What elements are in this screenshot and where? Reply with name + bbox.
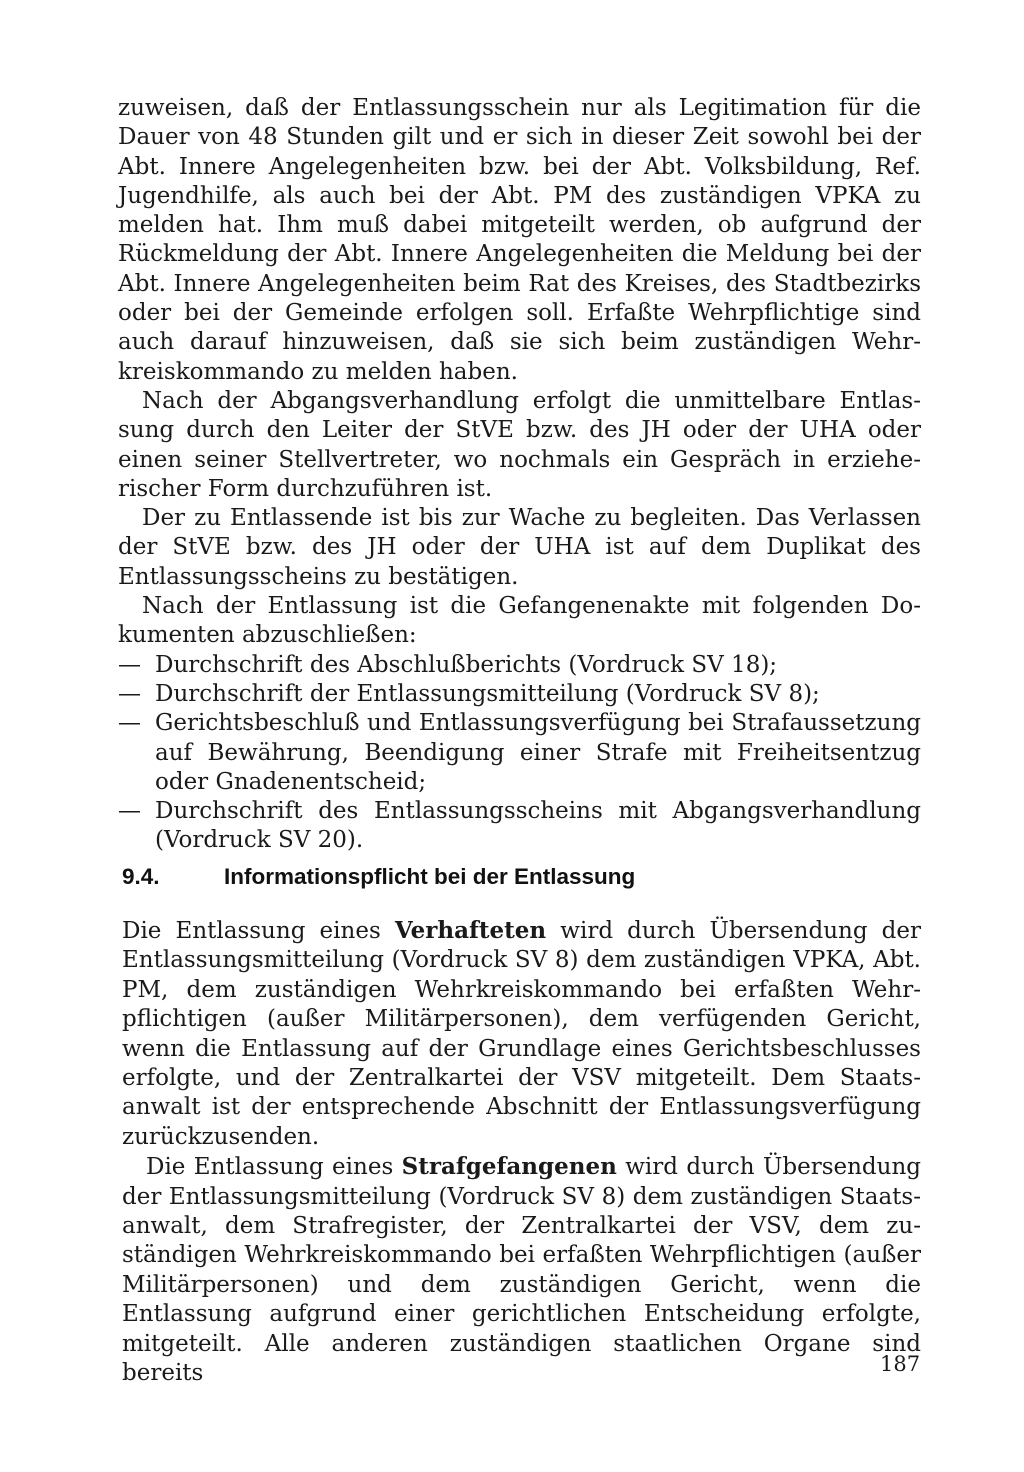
- list-item-text: Gerichtsbeschluß und Entlassungsverfügung bei Strafaussetzung auf Bewährung, Beendigung einer Strafe mit Freiheitsentzug oder Gnadenentscheid;: [155, 710, 921, 795]
- paragraph-strafgefangenen: [122, 1152, 921, 1388]
- section-title: Informationspflicht bei der Entlassung: [224, 864, 636, 889]
- list-dash: —: [118, 798, 141, 825]
- emphasis-verhafteten: Verhafteten: [394, 917, 547, 944]
- section-body: [122, 916, 921, 1389]
- list-item: [118, 651, 921, 680]
- paragraph-text: Die Entlassung eines: [122, 918, 395, 944]
- emphasis-strafgefangenen: Strafgefangenen: [401, 1153, 617, 1181]
- section-heading: [122, 864, 635, 890]
- list-dash: —: [118, 680, 141, 707]
- page-number: 187: [880, 1352, 921, 1376]
- document-list: [118, 651, 921, 856]
- section-number: 9.4.: [122, 864, 160, 889]
- list-item-text: Durchschrift der Entlassungsmitteilung (Vordruck SV 8);: [155, 680, 820, 707]
- paragraph-verhafteten: [122, 916, 921, 1152]
- paragraph-text: wird durch Übersendung der Entlassungsmitteilung (Vordruck SV 8) dem zuständigen Staatsanwalt, dem Strafregister, der Zentralkartei der VSV, dem zuständigen Wehrkreiskommando bei erfaßten Wehrpflichtigen (außer Militärpersonen) und dem zuständigen Gericht, wenn die Entlassung aufgrund einer gerichtlichen Entscheidung erfolgte, mitgeteilt. Alle anderen zuständigen staatlichen Organe sind bereits: [122, 1154, 921, 1387]
- list-item: [118, 797, 921, 856]
- paragraph-gefangenenakte: Nach der Entlassung ist die Gefangenenakte mit folgenden Dokumenten abzuschließen:: [118, 593, 921, 649]
- paragraph-text: Die Entlassung eines: [146, 1154, 402, 1181]
- list-item-text: Durchschrift des Entlassungsscheins mit Abgangsverhandlung (Vordruck SV 20).: [155, 798, 921, 854]
- list-dash: —: [118, 710, 141, 737]
- paragraph-text: wird durch Übersendung der Entlassungsmitteilung (Vordruck SV 8) dem zuständigen VPKA, Abt. PM, dem zuständigen Wehrkreiskommando bei erfaßten Wehrpflichtigen (außer Militärpersonen), dem verfügenden Gericht, wenn die Entlassung auf der Grundlage eines Gerichtsbeschlusses erfolgte, und der Zentralkartei der VSV mitgeteilt. Dem Staatsanwalt ist der entsprechende Abschnitt der Entlassungsverfügung zurückzusenden.: [122, 918, 922, 1150]
- list-dash: —: [118, 651, 141, 678]
- paragraph-abgangsverhandlung: Nach der Abgangsverhandlung erfolgt die unmittelbare Entlassung durch den Leiter der StVE bzw. des JH oder der UHA oder einen seiner Stellvertreter, wo nochmals ein Gespräch in erzieherischer Form durchzuführen ist.: [118, 387, 921, 502]
- paragraph-wache: Der zu Entlassende ist bis zur Wache zu begleiten. Das Verlassen der StVE bzw. des JH oder der UHA ist auf dem Duplikat des Entlassungsscheins zu bestätigen.: [118, 505, 921, 590]
- list-item: [118, 680, 921, 709]
- page-body: [118, 94, 921, 856]
- list-item-text: Durchschrift des Abschlußberichts (Vordruck SV 18);: [155, 651, 778, 678]
- list-item: [118, 709, 921, 797]
- paragraph-continued: zuweisen, daß der Entlassungsschein nur als Legitimation für die Dauer von 48 Stunden gilt und er sich in dieser Zeit sowohl bei der Abt. Innere Angelegenheiten bzw. bei der Abt. Volksbildung, Ref. Jugendhilfe, als auch bei der Abt. PM des zuständigen VPKA zu melden hat. Ihm muß dabei mitgeteilt werden, ob aufgrund der Rückmeldung der Abt. Innere Angelegenheiten die Meldung bei der Abt. Innere Angelegenheiten beim Rat des Kreises, des Stadtbezirks oder bei der Gemeinde erfolgen soll. Erfaßte Wehrpflichtige sind auch darauf hinzuweisen, daß sie sich beim zuständigen Wehrkreiskommando zu melden haben.: [118, 95, 921, 385]
